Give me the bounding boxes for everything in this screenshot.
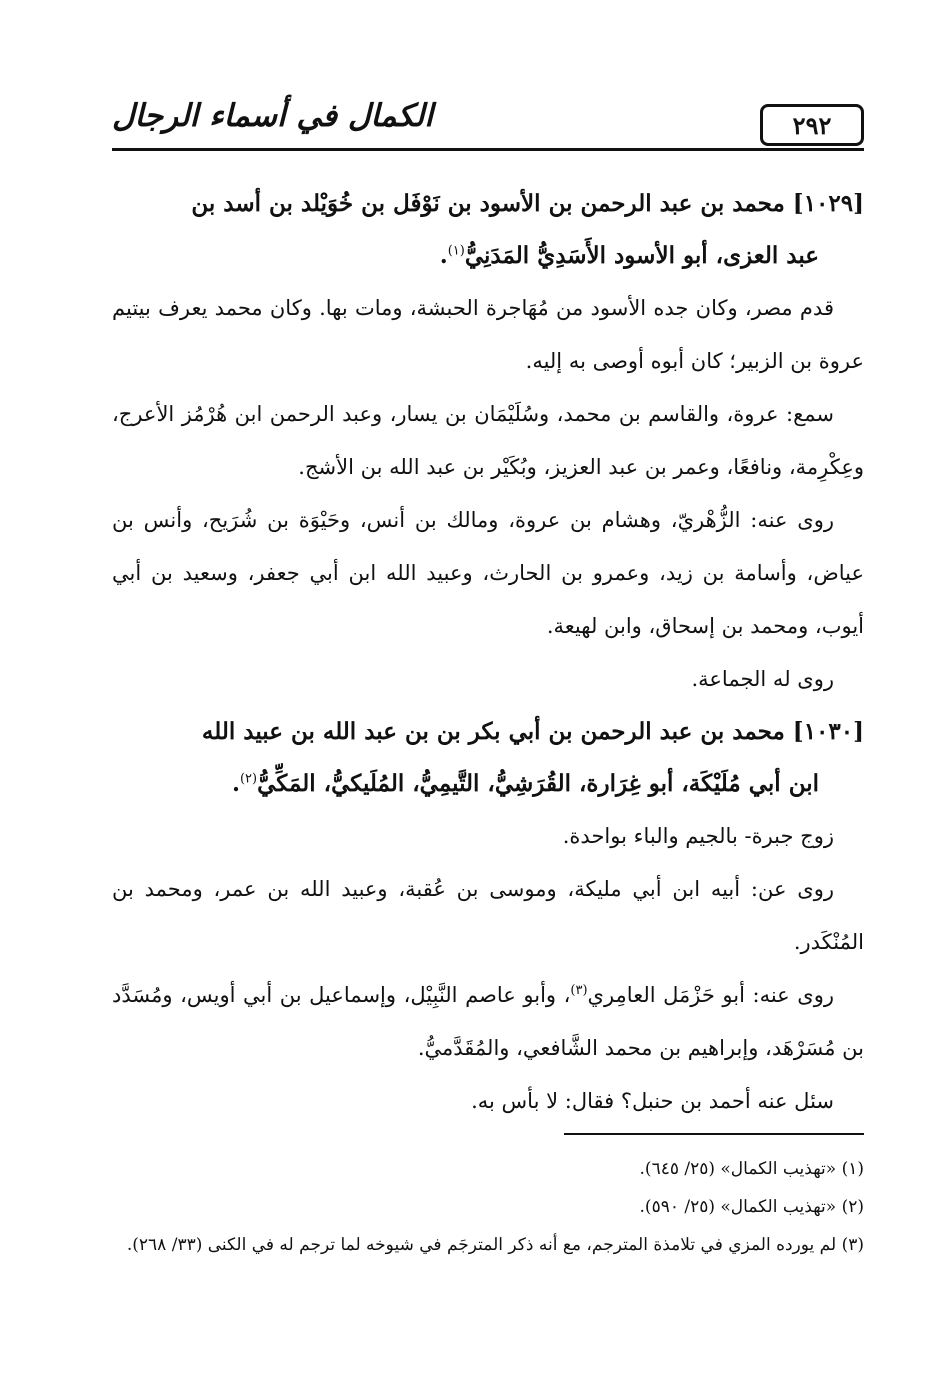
- entry-heading: [112, 178, 864, 282]
- students-rest: ، وأبو عاصم النَّبِيْل، وإسماعيل بن أبي أويس، ومُسَدَّد بن مُسَرْهَد، وإبراهيم بن محمد الشَّافعي، والمُقَدَّميُّ.: [112, 983, 864, 1060]
- entry-heading-line1: [١٠٣٠] محمد بن عبد الرحمن بن أبي بكر بن بن عبد الله بن عبيد الله: [201, 718, 864, 745]
- footnote-ref: (١): [447, 243, 465, 259]
- heading-end: .: [231, 770, 240, 797]
- page-number: ٢٩٢: [760, 104, 864, 146]
- grading-paragraph: سئل عنه أحمد بن حنبل؟ فقال: لا بأس به.: [471, 1089, 834, 1113]
- narrators-paragraph: روى له الجماعة.: [691, 667, 834, 691]
- bio-paragraph: زوج جبرة- بالجيم والباء بواحدة.: [562, 824, 834, 848]
- footnote-2: (٢) «تهذيب الكمال» (٢٥/ ٥٩٠).: [639, 1197, 864, 1217]
- students-start: روى عنه: أبو حَزْمَل العامِري: [587, 983, 834, 1007]
- footnote-3: (٣) لم يورده المزي في تلامذة المترجم، مع أنه ذكر المترجَم في شيوخه لما ترجم له في الكنى (٣٣/ ٢٦٨).: [126, 1235, 864, 1255]
- teachers-paragraph: روى عن: أبيه ابن أبي مليكة، وموسى بن عُقبة، وعبيد الله بن عمر، ومحمد بن المُنْكَدر.: [112, 877, 864, 954]
- heading-end: .: [439, 242, 448, 269]
- teachers-paragraph: سمع: عروة، والقاسم بن محمد، وسُلَيْمَان بن يسار، وعبد الرحمن ابن هُرْمُز الأعرج، وعِكْرِمة، ونافعًا، وعمر بن عبد العزيز، وبُكَيْر بن عبد الله بن الأشج.: [112, 402, 864, 479]
- entry-heading: [112, 706, 864, 810]
- students-paragraph: [112, 969, 864, 1075]
- footnote-1: (١) «تهذيب الكمال» (٢٥/ ٦٤٥).: [639, 1159, 864, 1179]
- entry-heading-line1: [١٠٢٩] محمد بن عبد الرحمن بن الأسود بن نَوْفَل بن خُوَيْلد بن أسد بن: [191, 190, 864, 217]
- footnote-ref: (٣): [570, 983, 588, 998]
- page-header: [112, 90, 864, 150]
- footnote-ref: (٢): [239, 771, 258, 787]
- students-paragraph: روى عنه: الزُّهْريّ، وهشام بن عروة، ومالك بن أنس، وحَيْوَة بن شُرَيح، وأنس بن عياض، وأسامة بن زيد، وعمرو بن الحارث، وعبيد الله ابن أبي جعفر، وسعيد بن أبي أيوب، ومحمد بن إسحاق، وابن لهيعة.: [112, 508, 864, 638]
- entry-heading-line2: ابن أبي مُلَيْكَة، أبو غِرَارة، القُرَشِيُّ، التَّيمِيُّ، المُلَيكيُّ، المَكِّيُّ: [257, 770, 819, 797]
- header-rule: [112, 148, 864, 151]
- entry-1030: [112, 706, 864, 1128]
- entry-1029: [112, 178, 864, 706]
- book-title: الكمال في أسماء الرجال: [112, 98, 433, 134]
- bio-paragraph: قدم مصر، وكان جده الأسود من مُهَاجرة الحبشة، ومات بها. وكان محمد يعرف بيتيم عروة بن الزبير؛ كان أبوه أوصى به إليه.: [112, 296, 864, 373]
- footnote-rule: [564, 1133, 864, 1135]
- footnotes: [112, 1150, 864, 1264]
- entry-heading-line2: عبد العزى، أبو الأسود الأَسَدِيُّ المَدَنِيُّ: [464, 242, 819, 269]
- page-body: [112, 178, 864, 1128]
